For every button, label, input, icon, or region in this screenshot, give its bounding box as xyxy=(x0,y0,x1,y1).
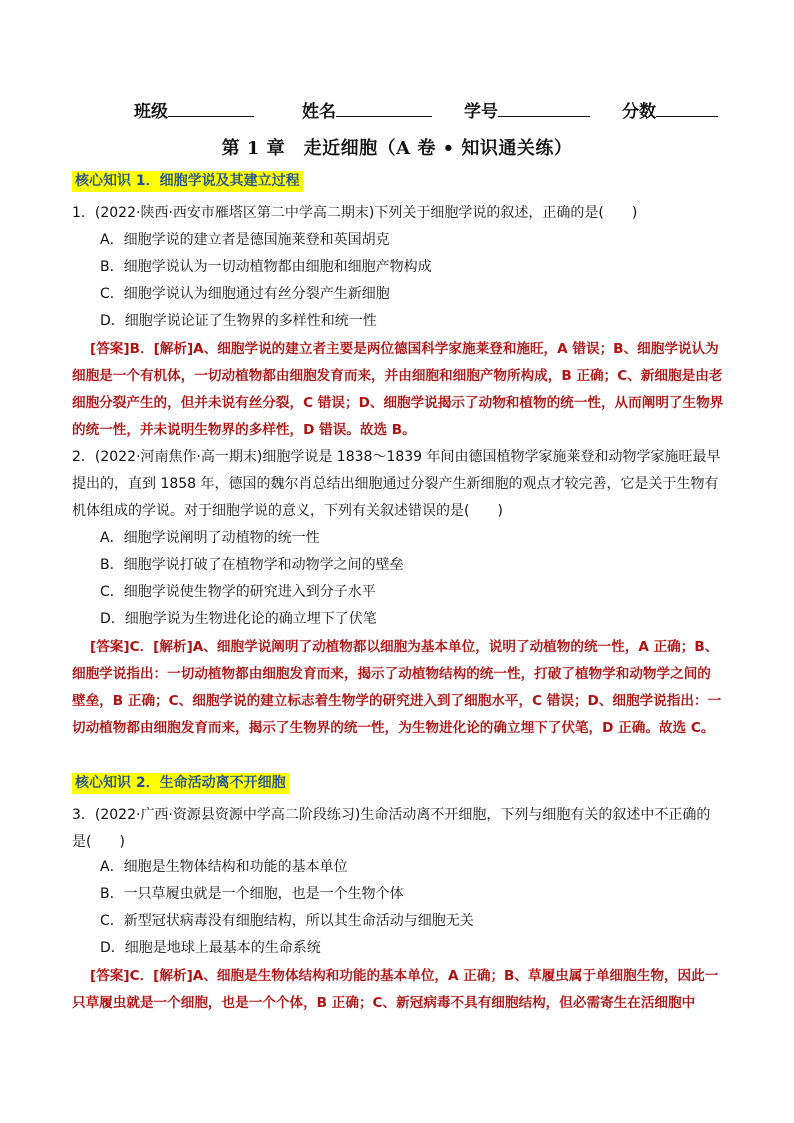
class-blank xyxy=(168,96,254,117)
id-label: 学号 xyxy=(464,102,498,122)
question-1-option-b: B．细胞学说认为一切动植物都由细胞和细胞产物构成 xyxy=(100,259,432,275)
question-3-option-b: B．一只草履虫就是一个细胞，也是一个生物个体 xyxy=(100,886,404,902)
question-3-option-c: C．新型冠状病毒没有细胞结构，所以其生命活动与细胞无关 xyxy=(100,913,474,929)
question-2-answer-text: [答案]C．[解析]A、细胞学说阐明了动植物都以细胞为基本单位，说明了动植物的统一性，A 正确；B、细胞学说指出：一切动植物都由细胞发育而来，揭示了动植物结构的统一性，打破了植物学和动物学之间的壁垒，B 正确；C、细胞学说的建立标志着生物学的研究进入到了细胞水平，C 错误；D、细胞学说指出：一切动植物都由细胞发育而来，揭示了生物界的统一性，为生物进化论的确立埋下了伏笔，D 正确。故选 C。 xyxy=(72,639,722,736)
question-3-answer xyxy=(72,963,724,1017)
class-field xyxy=(134,96,254,122)
section-heading-2: 核心知识 2．生命活动离不开细胞 xyxy=(72,773,289,794)
id-blank xyxy=(498,96,590,117)
question-2-option-b: B．细胞学说打破了在植物学和动物学之间的壁垒 xyxy=(100,557,404,573)
score-blank xyxy=(656,96,718,117)
question-1-stem: 1．(2022·陕西·西安市雁塔区第二中学高二期末)下列关于细胞学说的叙述，正确的是( ) xyxy=(72,205,638,221)
question-2-option-c: C．细胞学说使生物学的研究进入到分子水平 xyxy=(100,584,376,600)
question-1-option-c: C．细胞学说认为细胞通过有丝分裂产生新细胞 xyxy=(100,286,390,302)
id-field xyxy=(464,96,590,122)
name-blank xyxy=(336,96,432,117)
name-field xyxy=(302,96,432,122)
class-label: 班级 xyxy=(134,102,168,122)
question-1-option-d: D．细胞学说论证了生物界的多样性和统一性 xyxy=(100,313,377,329)
section-heading-1: 核心知识 1．细胞学说及其建立过程 xyxy=(72,171,303,192)
header-fields xyxy=(134,96,734,124)
question-3-option-d: D．细胞是地球上最基本的生命系统 xyxy=(100,940,321,956)
question-2-answer xyxy=(72,634,724,742)
question-2-option-d: D．细胞学说为生物进化论的确立埋下了伏笔 xyxy=(100,611,377,627)
score-field xyxy=(622,96,718,122)
question-3-answer-text: [答案]C．[解析]A、细胞是生物体结构和功能的基本单位，A 正确；B、草履虫属于单细胞生物，因此一只草履虫就是一个细胞，也是一个个体，B 正确；C、新冠病毒不具有细胞结构，但必需寄生在活细胞中 xyxy=(72,968,719,1011)
question-1-answer-text: [答案]B．[解析]A、细胞学说的建立者主要是两位德国科学家施莱登和施旺，A 错误；B、细胞学说认为细胞是一个有机体，一切动植物都由细胞发育而来，并由细胞和细胞产物所构成，B 正确；C、新细胞是由老细胞分裂产生的，但并未说有丝分裂，C 错误；D、细胞学说揭示了动物和植物的统一性，从而阐明了生物界的统一性，并未说明生物界的多样性，D 错误。故选 B。 xyxy=(72,341,724,438)
question-1-option-a: A．细胞学说的建立者是德国施莱登和英国胡克 xyxy=(100,232,390,248)
question-2-option-a: A．细胞学说阐明了动植物的统一性 xyxy=(100,530,320,546)
name-label: 姓名 xyxy=(302,102,336,122)
question-3-stem: 3．(2022·广西·资源县资源中学高二阶段练习)生命活动离不开细胞，下列与细胞有关的叙述中不正确的是( ) xyxy=(72,807,711,850)
question-2-stem: 2．(2022·河南焦作·高一期末)细胞学说是 1838～1839 年间由德国植物学家施莱登和动物学家施旺最早提出的，直到 1858 年，德国的魏尔肖总结出细胞通过分裂产生新细胞的观点才较完善，它是关于生物有机体组成的学说。对于细胞学说的意义，下列有关叙述错误的是( ) xyxy=(72,449,721,519)
question-3-option-a: A．细胞是生物体结构和功能的基本单位 xyxy=(100,859,348,875)
question-1-answer xyxy=(72,336,724,444)
page-title: 第 1 章 走近细胞（A 卷 • 知识通关练） xyxy=(221,138,573,159)
score-label: 分数 xyxy=(622,102,656,122)
